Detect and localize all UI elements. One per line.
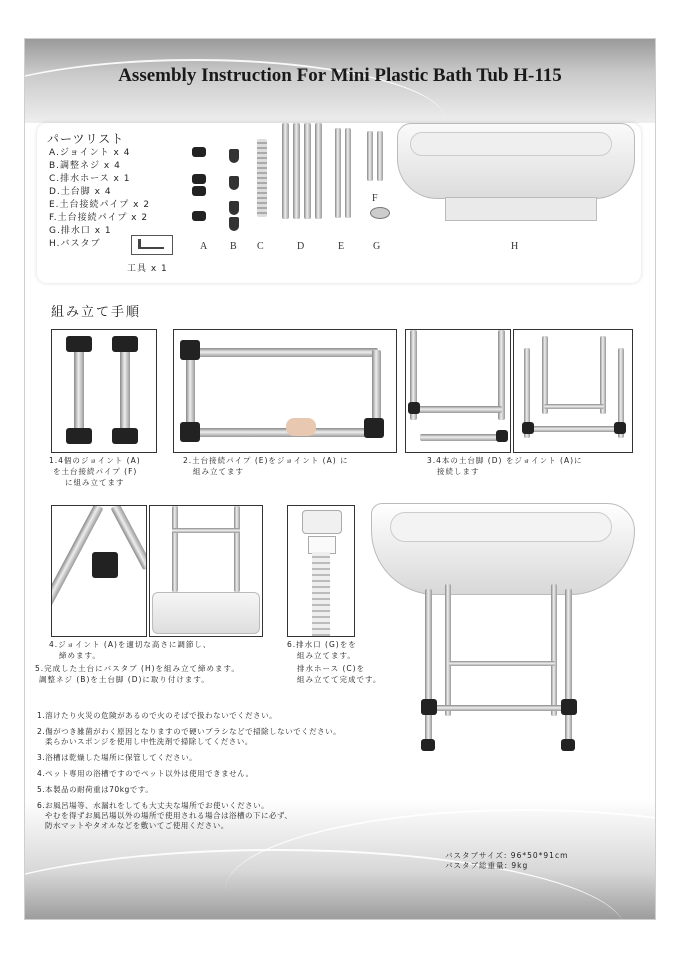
assembled-tub-image [371, 503, 635, 595]
step4-line: 4.ジョイント (A)を適切な高さに調節し、 [49, 640, 212, 649]
step6-line: 排水ホース (C)を [297, 664, 366, 673]
part-label-f: F [372, 193, 378, 204]
step4-caption [49, 639, 279, 661]
step2-line: 2.土台接続パイプ (E)をジョイント (A) に [183, 456, 349, 465]
part-item: F.土台接続パイプ x 2 [49, 213, 149, 223]
step1-photo [51, 329, 157, 453]
hose-part-image [257, 139, 267, 217]
bathtub-part-image [397, 123, 635, 199]
caution-line: 6.お風呂場等、水漏れをしても大丈夫な場所でお使いください。 [37, 801, 270, 810]
joint-part-image [192, 211, 206, 221]
leg-part-image [315, 123, 322, 219]
step3-line: 接続します [437, 467, 480, 476]
step6-photo [287, 505, 355, 637]
step6-line: 組み立てます。 [297, 651, 356, 660]
screw-part-image [229, 217, 239, 231]
caution-item [37, 801, 417, 831]
part-label-e: E [338, 241, 345, 252]
part-label-c: C [257, 241, 264, 252]
spec-weight: バスタブ総重量: 9kg [445, 861, 529, 870]
step2-caption [183, 455, 398, 477]
step3-line: 3.4本の土台脚 (D) をジョイント (A)に [427, 456, 583, 465]
part-item: C.排水ホース x 1 [49, 174, 131, 184]
caution-line: やむを得ずお風呂場以外の場所で使用される場合は浴槽の下に必ず、 [45, 811, 293, 820]
caution-line: 3.浴槽は乾燥した場所に保管してください。 [37, 753, 198, 762]
joint-part-image [192, 147, 206, 157]
step1-line: に組み立てます [65, 478, 125, 487]
step4-line: 締めます。 [59, 651, 101, 660]
caution-item [37, 769, 417, 779]
tool-label: 工具 x 1 [127, 264, 168, 274]
assembled-foot [561, 739, 575, 751]
pipe-f-image [367, 131, 373, 181]
step2-photo [173, 329, 397, 453]
page-title: Assembly Instruction For Mini Plastic Bath Tub H-115 [118, 65, 562, 86]
caution-item [37, 785, 417, 795]
step1-caption [49, 455, 159, 488]
assembled-joint [421, 699, 437, 715]
joint-part-image [192, 186, 206, 196]
assembled-foot [421, 739, 435, 751]
pipe-e-image [345, 128, 351, 218]
part-label-g: G [373, 241, 381, 252]
step1-line: を土台接続パイプ (F) [53, 467, 138, 476]
part-item: B.調整ネジ x 4 [49, 161, 121, 171]
assembled-crossbar [429, 705, 569, 711]
bathtub-base-image [445, 197, 597, 221]
caution-line: 防水マットやタオルなどを敷いてご使用ください。 [45, 821, 229, 830]
part-label-b: B [230, 241, 237, 252]
part-item: H.バスタブ [49, 239, 101, 249]
caution-item [37, 711, 417, 721]
part-item: D.土台脚 x 4 [49, 187, 112, 197]
joint-part-image [192, 174, 206, 184]
step1-line: 1.4個のジョイント (A) [49, 456, 141, 465]
step3-photo-b [513, 329, 633, 453]
caution-line: 4.ペット専用の浴槽ですのでペット以外は使用できません。 [37, 769, 254, 778]
screw-part-image [229, 176, 239, 190]
assembled-crossbar [449, 661, 555, 666]
step5-caption [35, 663, 295, 685]
part-item: A.ジョイント x 4 [49, 148, 131, 158]
caution-line: 5.本製品の耐荷重は70kgです。 [37, 785, 154, 794]
step5-photo [149, 505, 263, 637]
tool-image [131, 235, 173, 255]
screw-part-image [229, 201, 239, 215]
assembled-leg [445, 584, 451, 716]
part-item: E.土台接続パイプ x 2 [49, 200, 151, 210]
step6-line: 組み立てて完成です。 [297, 675, 382, 684]
caution-line: 1.溶けたり火災の危険があるので火のそばで扱わないでください。 [37, 711, 278, 720]
step3-photo-a [405, 329, 511, 453]
part-label-a: A [200, 241, 208, 252]
pipe-f-image [377, 131, 383, 181]
leg-part-image [293, 123, 300, 219]
assembled-joint [561, 699, 577, 715]
pipe-e-image [335, 128, 341, 218]
assembly-heading: 組み立て手順 [51, 305, 142, 320]
step4-photo [51, 505, 147, 637]
screw-part-image [229, 149, 239, 163]
step3-caption [427, 455, 647, 477]
spec-block [445, 851, 645, 871]
part-item: G.排水口 x 1 [49, 226, 112, 236]
step5-line: 5.完成した土台にバスタブ (H)を組み立て締めます。 [35, 664, 240, 673]
parts-heading: パーツリスト [47, 132, 125, 146]
leg-part-image [282, 123, 289, 219]
leg-part-image [304, 123, 311, 219]
assembled-leg [551, 584, 557, 716]
caution-list [37, 711, 417, 831]
assembled-leg [425, 589, 432, 749]
drain-part-image [370, 207, 390, 219]
caution-line: 2.傷がつき雑菌がわく原因となりますので硬いブラシなどで掃除しないでください。 [37, 727, 342, 736]
caution-line: 柔らかいスポンジを使用し中性洗剤で掃除してください。 [45, 737, 253, 746]
part-label-d: D [297, 241, 305, 252]
step5-line: 調整ネジ (B)を土台脚 (D)に取り付けます。 [39, 675, 210, 684]
part-label-h: H [511, 241, 519, 252]
caution-item [37, 727, 417, 747]
step6-caption [287, 639, 407, 685]
instruction-sheet [24, 38, 656, 920]
step6-line: 6.排水口 (G)をを [287, 640, 357, 649]
caution-item [37, 753, 417, 763]
step2-line: 組み立てます [193, 467, 244, 476]
assembled-leg [565, 589, 572, 749]
spec-size: バスタブサイズ: 96*50*91cm [445, 851, 569, 860]
